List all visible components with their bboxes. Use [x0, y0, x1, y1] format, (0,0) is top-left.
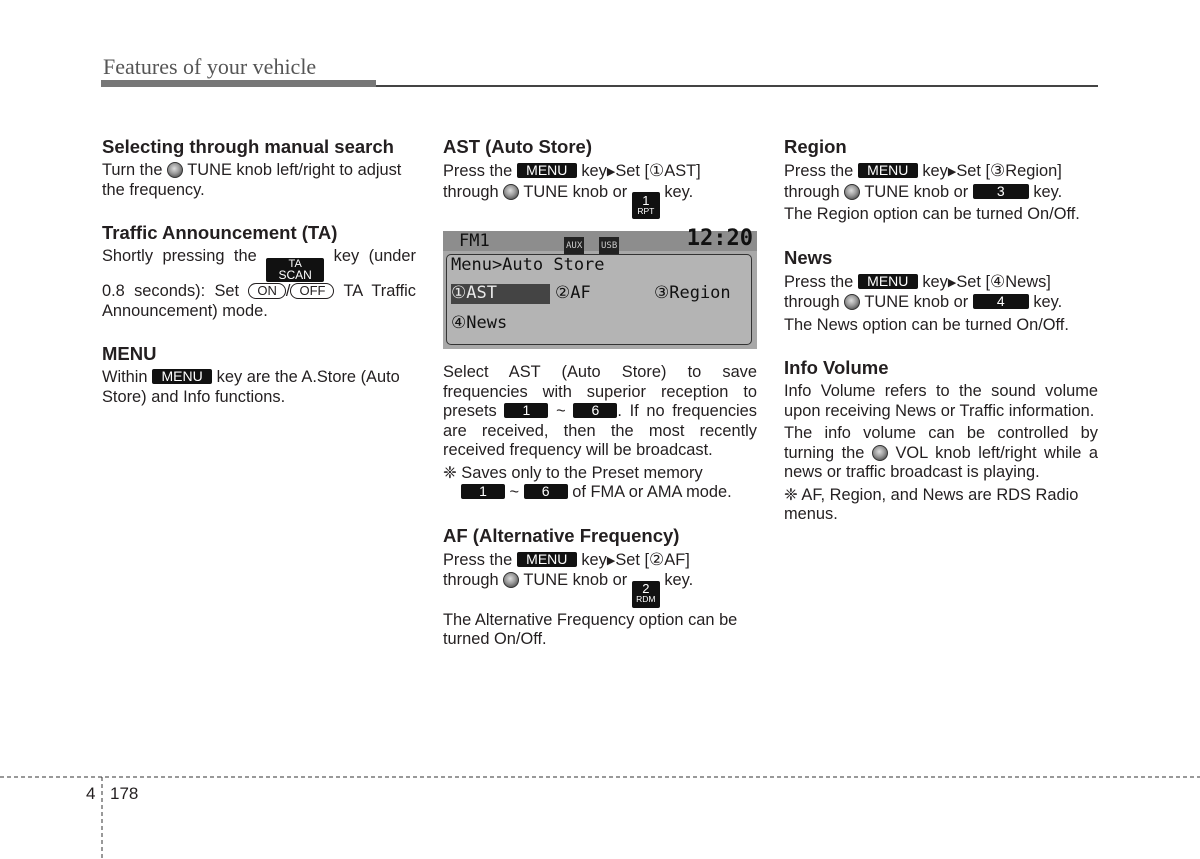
af-heading: AF (Alternative Frequency): [443, 524, 680, 546]
header-rule-thin: [376, 85, 1098, 87]
page-number: 178: [110, 784, 139, 803]
column-right: [784, 136, 1098, 525]
display-item-ast: ①AST: [451, 284, 550, 304]
ta-scan-key-icon: TA SCAN: [266, 258, 324, 282]
region-instruction: Press the MENU key▶Set [③Region] through TUNE knob or 3 key.: [784, 161, 1063, 201]
preset-1-key-icon: 1: [461, 484, 505, 499]
preset-1-key-icon: 1: [504, 403, 548, 418]
display-clock: 12:20: [686, 226, 753, 251]
chapter-number: 4: [86, 784, 96, 803]
arrow-right-icon: ▶: [947, 166, 957, 178]
region-heading: Region: [784, 136, 847, 157]
radio-display-screen: [443, 226, 757, 349]
menu-key-icon: MENU: [858, 274, 918, 289]
tune-knob-icon: [844, 294, 860, 310]
off-key-icon: OFF: [290, 283, 334, 299]
preset-6-key-icon: 6: [573, 403, 617, 418]
tune-knob-icon: [844, 184, 860, 200]
preset-1-rpt-key-icon: 1 RPT: [632, 192, 660, 219]
info-volume-heading: Info Volume: [784, 357, 889, 378]
display-usb-badge: USB: [599, 237, 619, 257]
ta-heading: Traffic Announcement (TA): [102, 222, 338, 243]
menu-text: Within MENU key are the A.Store (Auto Store) and Info functions.: [102, 368, 400, 406]
af-description: The Alternative Frequency option can be turned On/Off.: [443, 610, 738, 648]
ast-description: Select AST (Auto Store) to save frequencies with superior reception to presets 1 ~ 6 . If no frequencies are received, then the most recently received frequency will be broadcast.: [443, 363, 757, 459]
news-instruction: Press the MENU key▶Set [④News] through TUNE knob or 4 key.: [784, 271, 1063, 311]
manual-search-text: Turn the TUNE knob left/right to adjust the frequency.: [102, 161, 402, 199]
info-volume-note: ❈ AF, Region, and News are RDS Radio menus.: [784, 485, 1079, 523]
preset-2-rdm-key-icon: 2 RDM: [632, 581, 660, 608]
manual-search-heading: Selecting through manual search: [102, 136, 394, 157]
menu-key-icon: MENU: [517, 163, 577, 178]
display-item-news: ④News: [451, 313, 508, 333]
arrow-right-icon: ▶: [606, 166, 616, 178]
ast-heading: AST (Auto Store): [443, 136, 593, 157]
menu-key-icon: MENU: [858, 163, 918, 178]
header-rule-thick: [101, 80, 376, 87]
info-volume-text-1: Info Volume refers to the sound volume upon receiving News or Traffic information.: [784, 382, 1098, 420]
footer-rules: [0, 776, 1200, 859]
display-item-af: ②AF: [555, 283, 591, 303]
display-menu-panel: [446, 254, 752, 345]
region-description: The Region option can be turned On/Off.: [784, 205, 1080, 223]
af-instruction: Press the MENU key▶Set [②AF] through TUNE knob or 2 RDM key.: [443, 550, 757, 608]
ta-text: Shortly pressing the TA SCAN key (under 0.8 seconds): Set ON / OFF TA Traffic Announcement) mode.: [102, 247, 416, 320]
tune-knob-icon: [503, 184, 519, 200]
display-aux-badge: AUX: [564, 237, 584, 257]
ast-instruction: Press the MENU key▶Set [①AST] through TUNE knob or 1 RPT key.: [443, 161, 757, 219]
menu-heading: MENU: [102, 343, 157, 364]
ast-note: ❈ Saves only to the Preset memory 1 ~ 6 of FMA or AMA mode.: [443, 463, 732, 501]
display-band: FM1: [459, 231, 490, 251]
arrow-right-icon: ▶: [947, 276, 957, 289]
display-menu-path: Menu>Auto Store: [451, 255, 605, 275]
menu-key-icon: MENU: [152, 369, 212, 384]
info-volume-text-2: The info volume can be controlled by turning the VOL knob left/right while a news or traffic broadcast is playing.: [784, 424, 1098, 481]
column-middle: [443, 136, 757, 650]
arrow-right-icon: ▶: [606, 554, 616, 567]
on-key-icon: ON: [248, 283, 286, 299]
menu-key-icon: MENU: [517, 552, 577, 567]
column-left: [102, 136, 416, 407]
news-heading: News: [784, 246, 833, 268]
preset-4-key-icon: 4: [973, 294, 1029, 309]
tune-knob-icon: [167, 162, 183, 178]
tune-knob-icon: [503, 572, 519, 588]
header-title: Features of your vehicle: [103, 54, 317, 79]
preset-3-key-icon: 3: [973, 184, 1029, 199]
vol-knob-icon: [872, 445, 888, 461]
news-description: The News option can be turned On/Off.: [784, 315, 1069, 334]
preset-6-key-icon: 6: [524, 484, 568, 499]
display-item-region: ③Region: [654, 283, 731, 303]
